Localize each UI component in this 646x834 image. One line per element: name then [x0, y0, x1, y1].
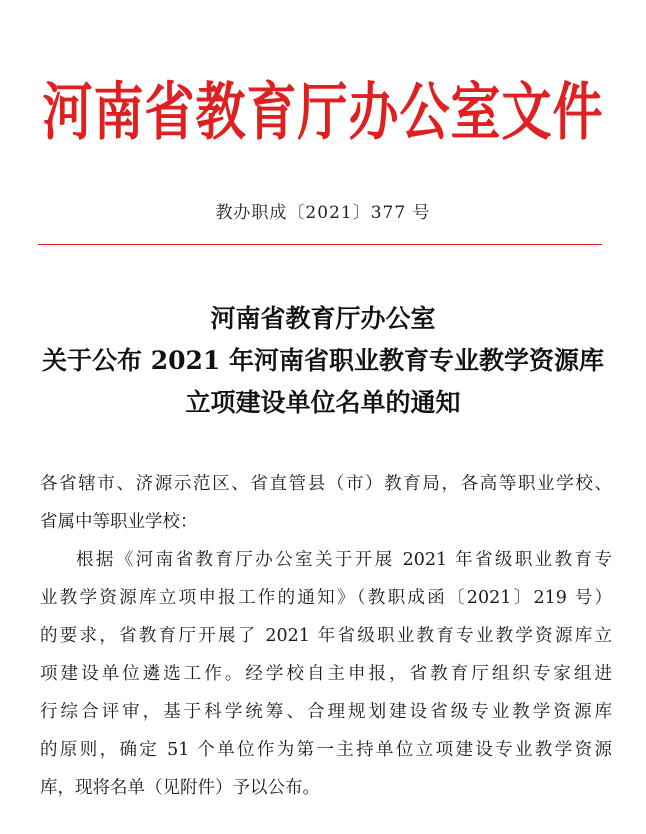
- document-number: 教办职成〔2021〕377 号: [215, 203, 431, 223]
- paragraph-line-3: 的要求，省教育厅开展了 2021 年省级职业教育专业教学资源库立: [40, 626, 612, 646]
- red-divider: [38, 244, 602, 245]
- paragraph-line-1: 根据《河南省教育厅办公室关于开展 2021 年省级职业教育专: [76, 550, 612, 570]
- title-line-3: 立项建设单位名单的通知: [185, 388, 461, 417]
- notice-title: [0, 298, 646, 424]
- paragraph-line-4: 项建设单位遴选工作。经学校自主申报，省教育厅组织专家组进: [40, 664, 612, 684]
- paragraph-line-6: 的原则，确定 51 个单位作为第一主持单位立项建设专业教学资源: [40, 740, 612, 760]
- issuer-header: 河南省教育厅办公室文件: [42, 76, 604, 149]
- paragraph-line-5: 行综合评审，基于科学统筹、合理规划建设省级专业教学资源库: [40, 702, 612, 722]
- title-line-1: 河南省教育厅办公室: [210, 304, 436, 333]
- addressee-line-2: 省属中等职业学校：: [40, 512, 198, 532]
- paragraph-line-7: 库，现将名单（见附件）予以公布。: [40, 778, 320, 798]
- notice-body: [40, 465, 612, 807]
- addressee-line-1: 各省辖市、济源示范区、省直管县（市）教育局，各高等职业学校、: [40, 474, 612, 494]
- paragraph-line-2: 业教学资源库立项申报工作的通知》（教职成函〔2021〕219 号）: [40, 588, 612, 608]
- title-line-2: 关于公布 2021 年河南省职业教育专业教学资源库: [42, 346, 604, 375]
